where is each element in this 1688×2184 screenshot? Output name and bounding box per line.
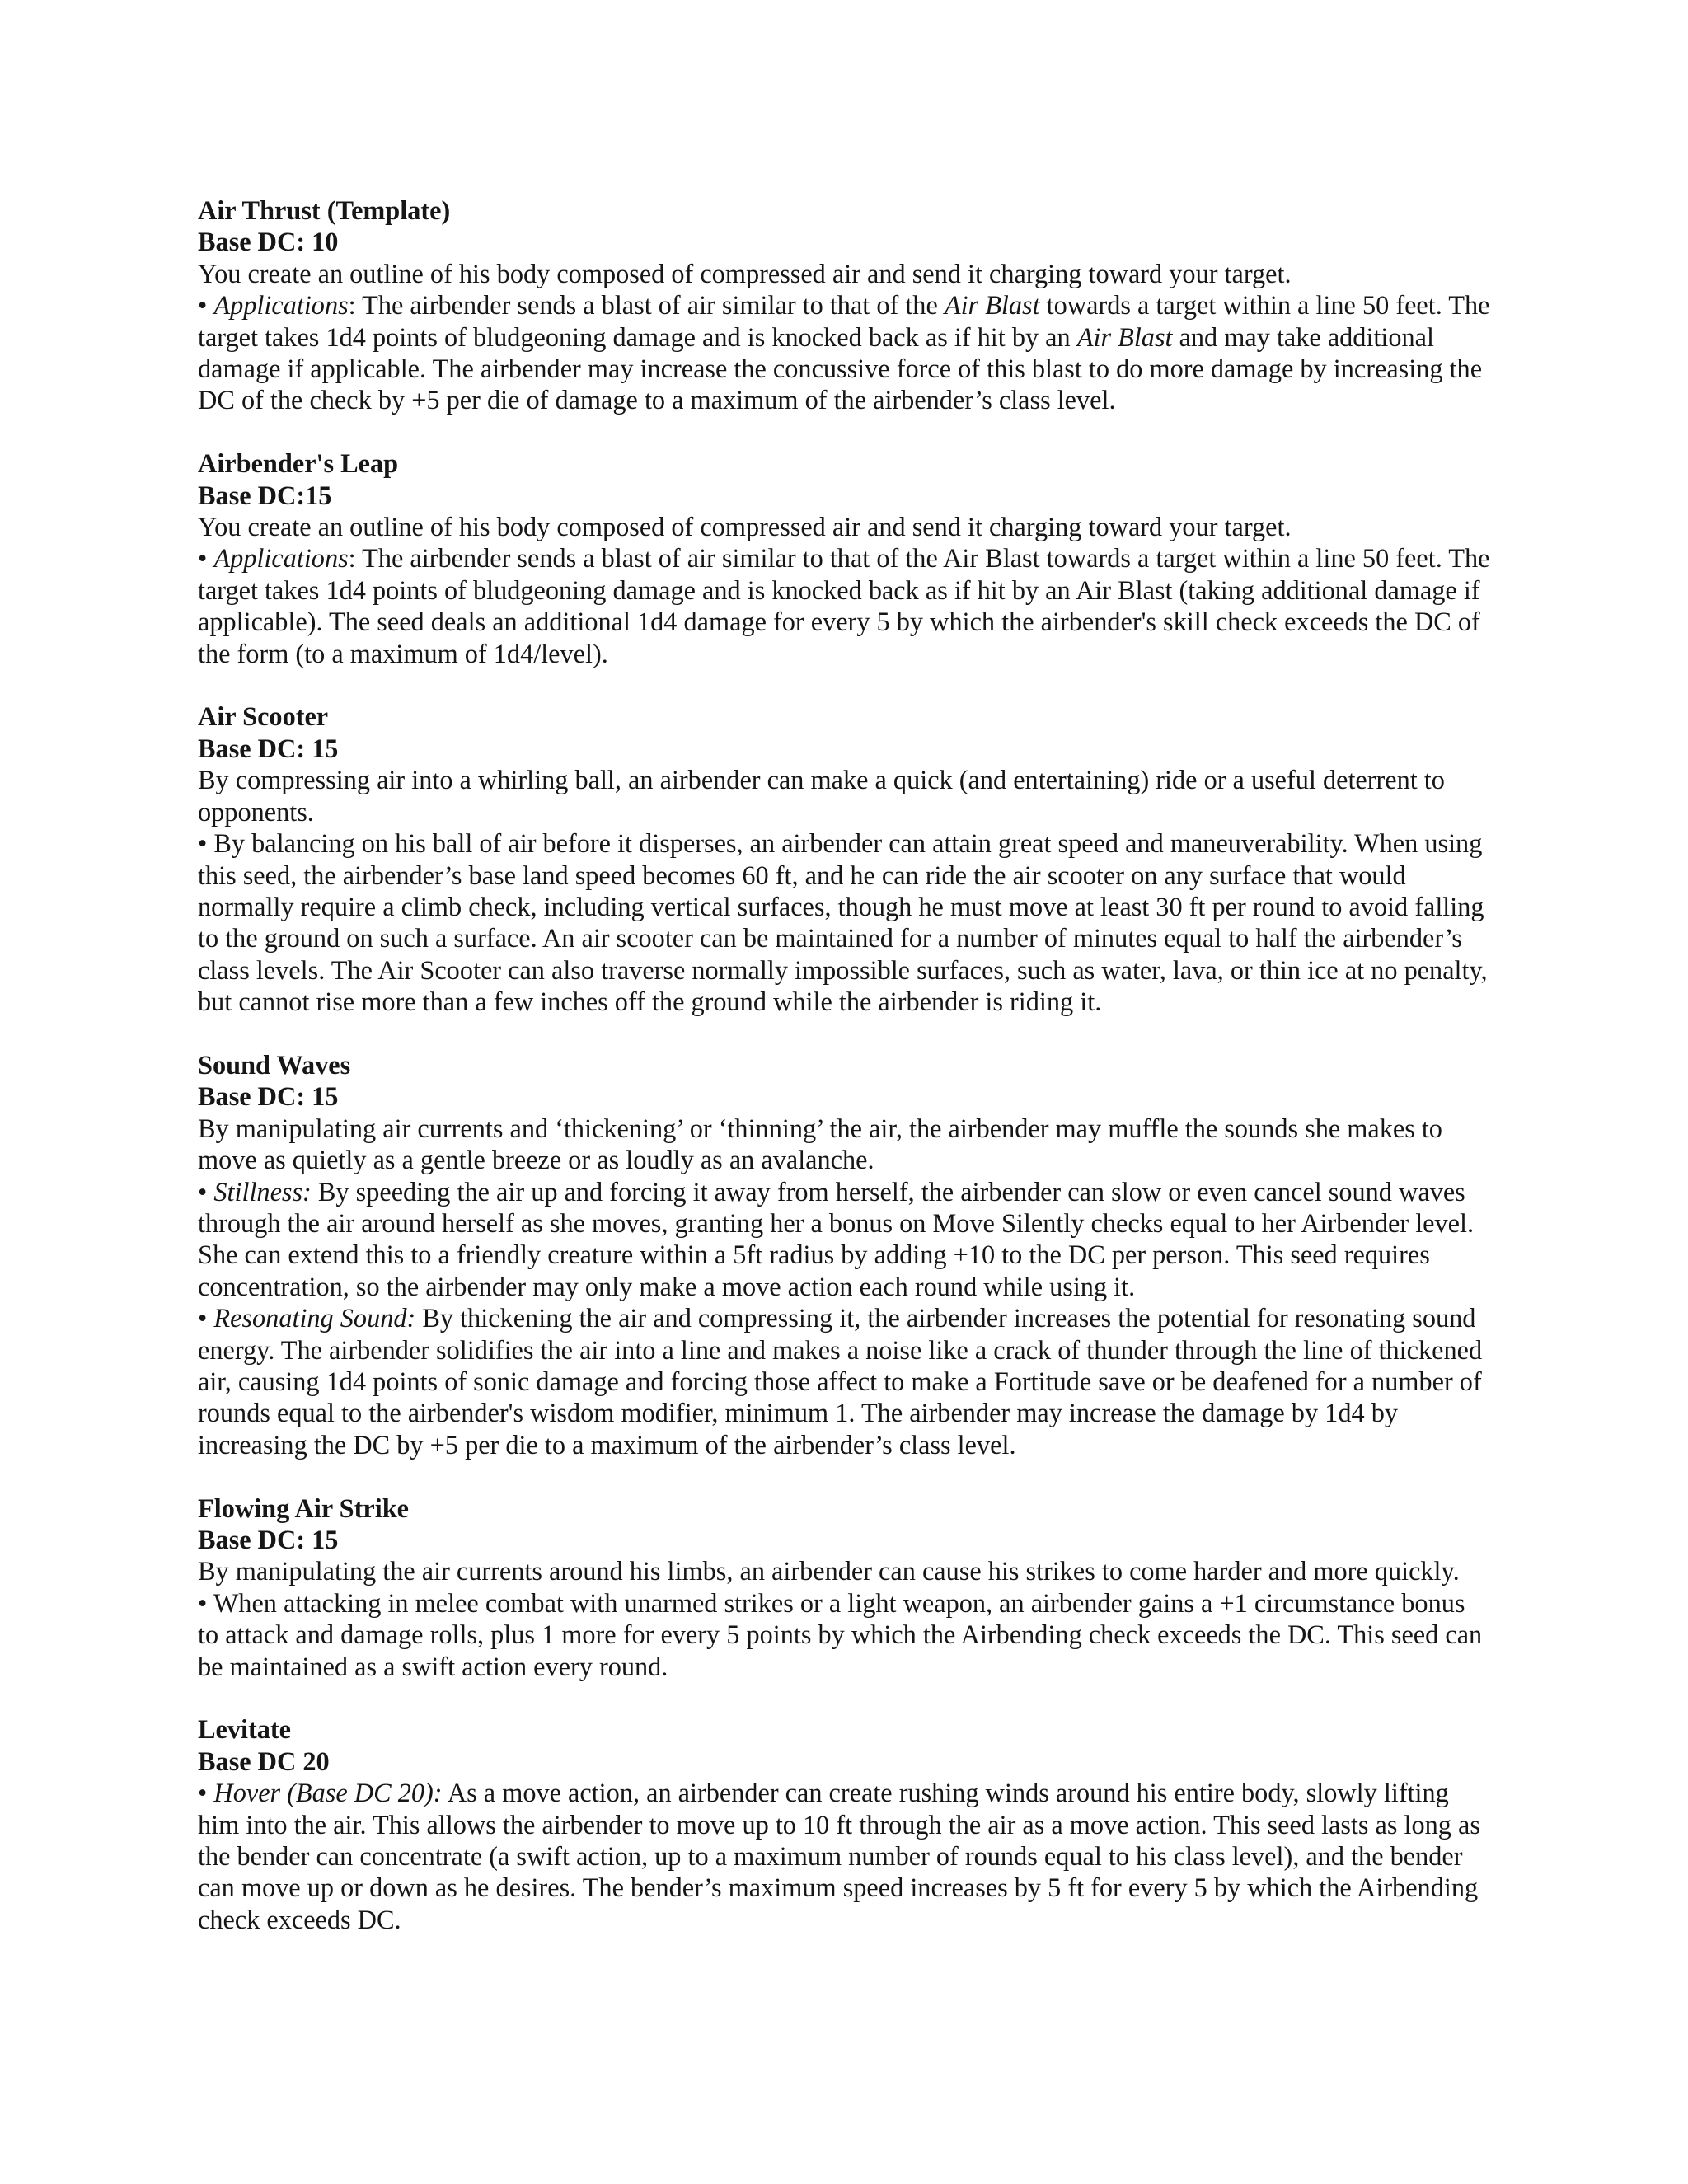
- base-dc: Base DC: 15: [198, 733, 339, 763]
- bullet-text: By thickening the air and compressing it, the airbender increases the potential for resonating sound energy. The airbender solidifies the air into a line and makes a noise like a crack of thunder through the line of thickened air, causing 1d4 points of sonic damage and forcing those affect to make a Fortitude save or be deafened for a number of rounds equal to the airbender's wisdom modifier, minimum 1. The airbender may increase the damage by 1d4 by increasing the DC by +5 per die to a maximum of the airbender’s class level.: [198, 1303, 1483, 1460]
- base-dc: Base DC: 15: [198, 1081, 339, 1112]
- bullet-text: When attacking in melee combat with unarmed strikes or a light weapon, an airbender gains a +1 circumstance bonus to attack and damage rolls, plus 1 more for every 5 points by which the Airbending check exceeds the DC. This seed can be maintained as a swift action every round.: [198, 1587, 1483, 1681]
- bullet-item: [198, 542, 1492, 669]
- bullet-text: By balancing on his ball of air before it disperses, an airbender can attain great speed and maneuverability. When using this seed, the airbender’s base land speed becomes 60 ft, and he can ride the air scooter on any surface that would normally require a climb check, including vertical surfaces, though he must move at least 30 ft per round to avoid falling to the ground on such a surface. An air scooter can be maintained for a number of minutes equal to half the airbender’s class levels. The Air Scooter can also traverse normally impossible surfaces, such as water, lava, or thin ice at no penalty, but cannot rise more than a few inches off the ground while the airbender is riding it.: [198, 828, 1488, 1017]
- bullet-symbol: •: [198, 1587, 213, 1618]
- section-description: By manipulating air currents and ‘thickening’ or ‘thinning’ the air, the airbender may muffle the sounds she makes to move as quietly as a gentle breeze or as loudly as an avalanche.: [198, 1113, 1442, 1175]
- bullet-symbol: •: [198, 1778, 214, 1808]
- bullet-text: : The airbender sends a blast of air similar to that of the Air Blast towards a target within a line 50 feet. The target takes 1d4 points of bludgeoning damage and is knocked back as if hit by an Air Blast (taking additional damage if applicable). The seed deals an additional 1d4 damage for every 5 by which the airbender's skill check exceeds the DC of the form (to a maximum of 1d4/level).: [198, 543, 1490, 668]
- base-dc: Base DC: 10: [198, 227, 339, 257]
- section-description: By compressing air into a whirling ball, an airbender can make a quick (and entertaining) ride or a useful deterrent to opponents.: [198, 765, 1445, 827]
- bullet-item: [198, 1176, 1492, 1303]
- bullet-item: [198, 289, 1492, 416]
- bullet-label: Stillness:: [213, 1176, 312, 1207]
- section-air-thrust: [198, 194, 1492, 416]
- section-title: Airbender's Leap: [198, 448, 399, 479]
- section-description: You create an outline of his body composed of compressed air and send it charging toward your target.: [198, 258, 1292, 288]
- section-description: You create an outline of his body composed of compressed air and send it charging toward your target.: [198, 512, 1292, 542]
- bullet-label: Resonating Sound:: [213, 1303, 416, 1333]
- bullet-item: [198, 1302, 1492, 1460]
- bullet-text: and may take additional damage if applicable. The airbender may increase the concussive force of this blast to do more damage by increasing the DC of the check by +5 per die of damage to a maximum of the airbender’s class level.: [198, 321, 1483, 415]
- bullet-italic-term: Air Blast: [1076, 321, 1173, 352]
- section-airbenders-leap: [198, 448, 1492, 669]
- bullet-item: [198, 1777, 1492, 1935]
- bullet-symbol: •: [198, 290, 214, 321]
- bullet-text: towards a target within a line 50 feet. The target takes 1d4 points of bludgeoning damage and is knocked back as if hit by an: [198, 290, 1490, 352]
- bullet-item: [198, 1587, 1492, 1682]
- section-title: Levitate: [198, 1714, 291, 1745]
- base-dc: Base DC:15: [198, 480, 332, 510]
- bullet-text: As a move action, an airbender can create rushing winds around his entire body, slowly lifting him into the air. This allows the airbender to move up to 10 ft through the air as a move action. This seed lasts as long as the bender can concentrate (a swift action, up to a maximum number of rounds equal to his class level), and the bender can move up or down as he desires. The bender’s maximum speed increases by 5 ft for every 5 by which the Airbending check exceeds DC.: [198, 1778, 1480, 1934]
- bullet-symbol: •: [198, 828, 214, 859]
- section-title: Air Thrust (Template): [198, 195, 451, 225]
- bullet-item: [198, 827, 1492, 1017]
- section-levitate: [198, 1713, 1492, 1935]
- section-air-scooter: [198, 701, 1492, 1017]
- bullet-symbol: •: [198, 1303, 214, 1333]
- section-description: By manipulating the air currents around his limbs, an airbender can cause his strikes to come harder and more quickly.: [198, 1556, 1460, 1586]
- bullet-label: Applications: [213, 290, 349, 321]
- section-title: Air Scooter: [198, 701, 329, 732]
- bullet-symbol: •: [198, 1176, 214, 1207]
- bullet-label: Hover (Base DC 20):: [213, 1778, 443, 1808]
- bullet-text: : The airbender sends a blast of air similar to that of the: [348, 290, 945, 321]
- base-dc: Base DC: 15: [198, 1525, 339, 1554]
- section-flowing-air-strike: [198, 1493, 1492, 1682]
- base-dc: Base DC 20: [198, 1746, 330, 1776]
- bullet-italic-term: Air Blast: [944, 290, 1040, 321]
- section-title: Flowing Air Strike: [198, 1493, 409, 1523]
- bullet-symbol: •: [198, 543, 214, 574]
- bullet-text: By speeding the air up and forcing it away from herself, the airbender can slow or even cancel sound waves through the air around herself as she moves, granting her a bonus on Move Silently checks equal to her Airbender level. She can extend this to a friendly creature within a 5ft radius by adding +10 to the DC per person. This seed requires concentration, so the airbender may only make a move action each round while using it.: [198, 1176, 1475, 1301]
- document-page: [198, 194, 1492, 1967]
- bullet-label: Applications: [213, 543, 349, 574]
- section-title: Sound Waves: [198, 1049, 351, 1080]
- section-sound-waves: [198, 1049, 1492, 1460]
